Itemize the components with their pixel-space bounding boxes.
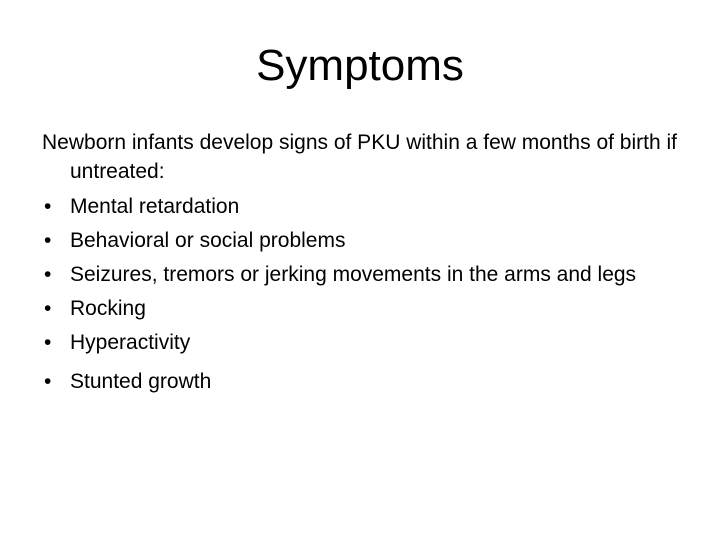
list-item [42,294,682,323]
list-item-text: Stunted growth [70,370,212,393]
bullet-icon: • [44,370,52,393]
slide-title: Symptoms [256,41,464,90]
bullet-icon: • [44,297,52,320]
list-item-text: Mental retardation [70,195,240,218]
list-item [42,260,682,289]
list-item-text: Rocking [70,297,146,320]
bullet-icon: • [44,229,52,252]
slide-body [42,128,682,401]
bullet-icon: • [44,263,52,286]
intro-paragraph: Newborn infants develop signs of PKU within a few months of birth if untreated: [42,131,677,183]
list-item [42,367,682,396]
list-item [42,328,682,357]
bullet-icon: • [44,195,52,218]
list-item-text: Seizures, tremors or jerking movements in the arms and legs [70,263,637,286]
list-item-text: Behavioral or social problems [70,229,346,252]
list-item [42,226,682,255]
symptom-list [42,192,682,396]
bullet-icon: • [44,331,52,354]
list-item [42,192,682,221]
list-item-text: Hyperactivity [70,331,191,354]
